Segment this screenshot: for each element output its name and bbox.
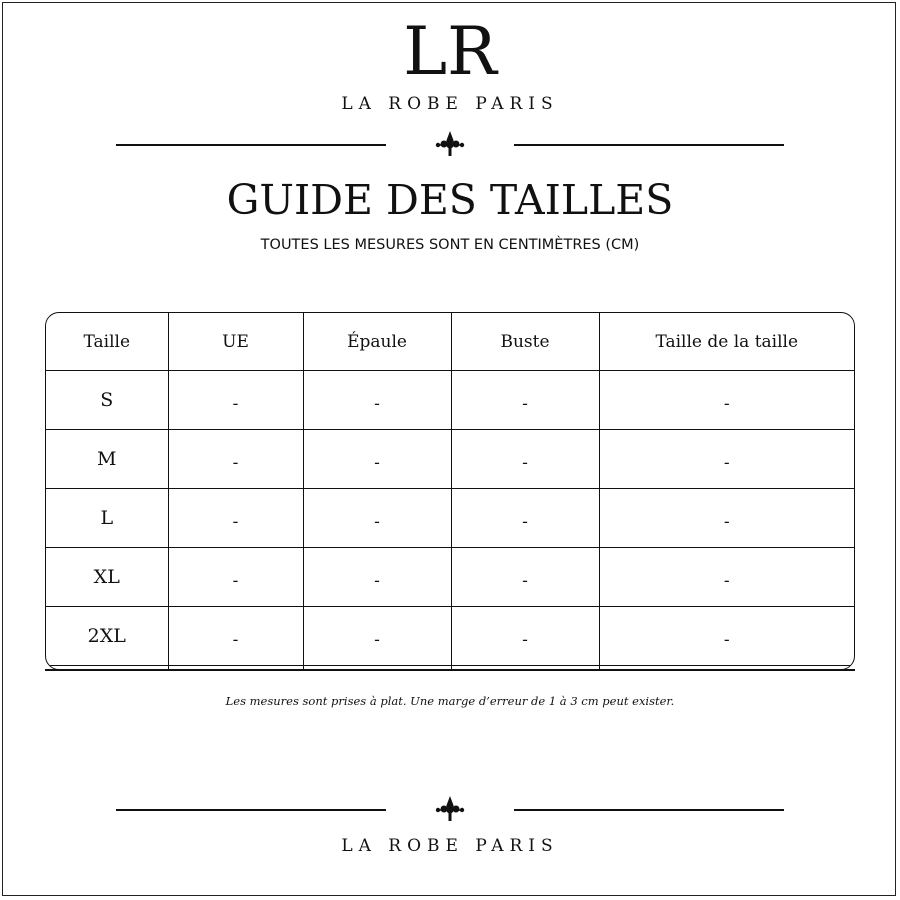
size-table-container (45, 312, 855, 670)
table-row (46, 607, 854, 666)
size-cell: M (46, 430, 168, 489)
measurement-note: Les mesures sont prises à plat. Une marge d’erreur de 1 à 3 cm peut exister. (225, 694, 675, 708)
epaule-cell: - (303, 430, 451, 489)
divider-line-left (116, 809, 386, 811)
epaule-cell: - (303, 607, 451, 666)
epaule-cell: - (303, 371, 451, 430)
ue-cell: - (168, 489, 303, 548)
divider-line-left (116, 144, 386, 146)
ue-cell: - (168, 548, 303, 607)
buste-cell: - (451, 607, 599, 666)
table-row (46, 489, 854, 548)
size-cell: 2XL (46, 607, 168, 666)
ue-cell: - (168, 371, 303, 430)
taille-de-la-taille-cell: - (599, 607, 854, 666)
taille-de-la-taille-cell: - (599, 430, 854, 489)
taille-de-la-taille-cell: - (599, 548, 854, 607)
divider-line-right (514, 144, 784, 146)
ornamental-divider-top (0, 130, 900, 160)
logo-monogram: LR (403, 13, 497, 90)
epaule-cell: - (303, 489, 451, 548)
column-header-buste: Buste (451, 313, 599, 371)
buste-cell: - (451, 548, 599, 607)
buste-cell: - (451, 430, 599, 489)
table-row (46, 548, 854, 607)
page-title: GUIDE DES TAILLES (226, 176, 674, 224)
size-cell: L (46, 489, 168, 548)
divider-line-right (514, 809, 784, 811)
ue-cell: - (168, 430, 303, 489)
column-header-ue: UE (168, 313, 303, 371)
footer-brand-name: LA ROBE PARIS (341, 836, 559, 856)
brand-name: LA ROBE PARIS (341, 94, 559, 114)
buste-cell: - (451, 371, 599, 430)
column-header-taille: Taille (46, 313, 168, 371)
size-cell: XL (46, 548, 168, 607)
taille-de-la-taille-cell: - (599, 489, 854, 548)
fleur-de-lis-ornament-icon (432, 130, 468, 160)
size-table (46, 313, 854, 670)
taille-de-la-taille-cell: - (599, 371, 854, 430)
table-row (46, 430, 854, 489)
table-header-row (46, 313, 854, 371)
epaule-cell: - (303, 548, 451, 607)
column-header-epaule: Épaule (303, 313, 451, 371)
size-cell: S (46, 371, 168, 430)
table-row (46, 371, 854, 430)
buste-cell: - (451, 489, 599, 548)
ue-cell: - (168, 607, 303, 666)
column-header-taille-de-la-taille: Taille de la taille (599, 313, 854, 371)
fleur-de-lis-ornament-icon (432, 795, 468, 825)
ornamental-divider-bottom (0, 795, 900, 825)
page-subtitle: TOUTES LES MESURES SONT EN CENTIMÈTRES (CM) (260, 237, 640, 253)
table-underline (45, 669, 855, 671)
